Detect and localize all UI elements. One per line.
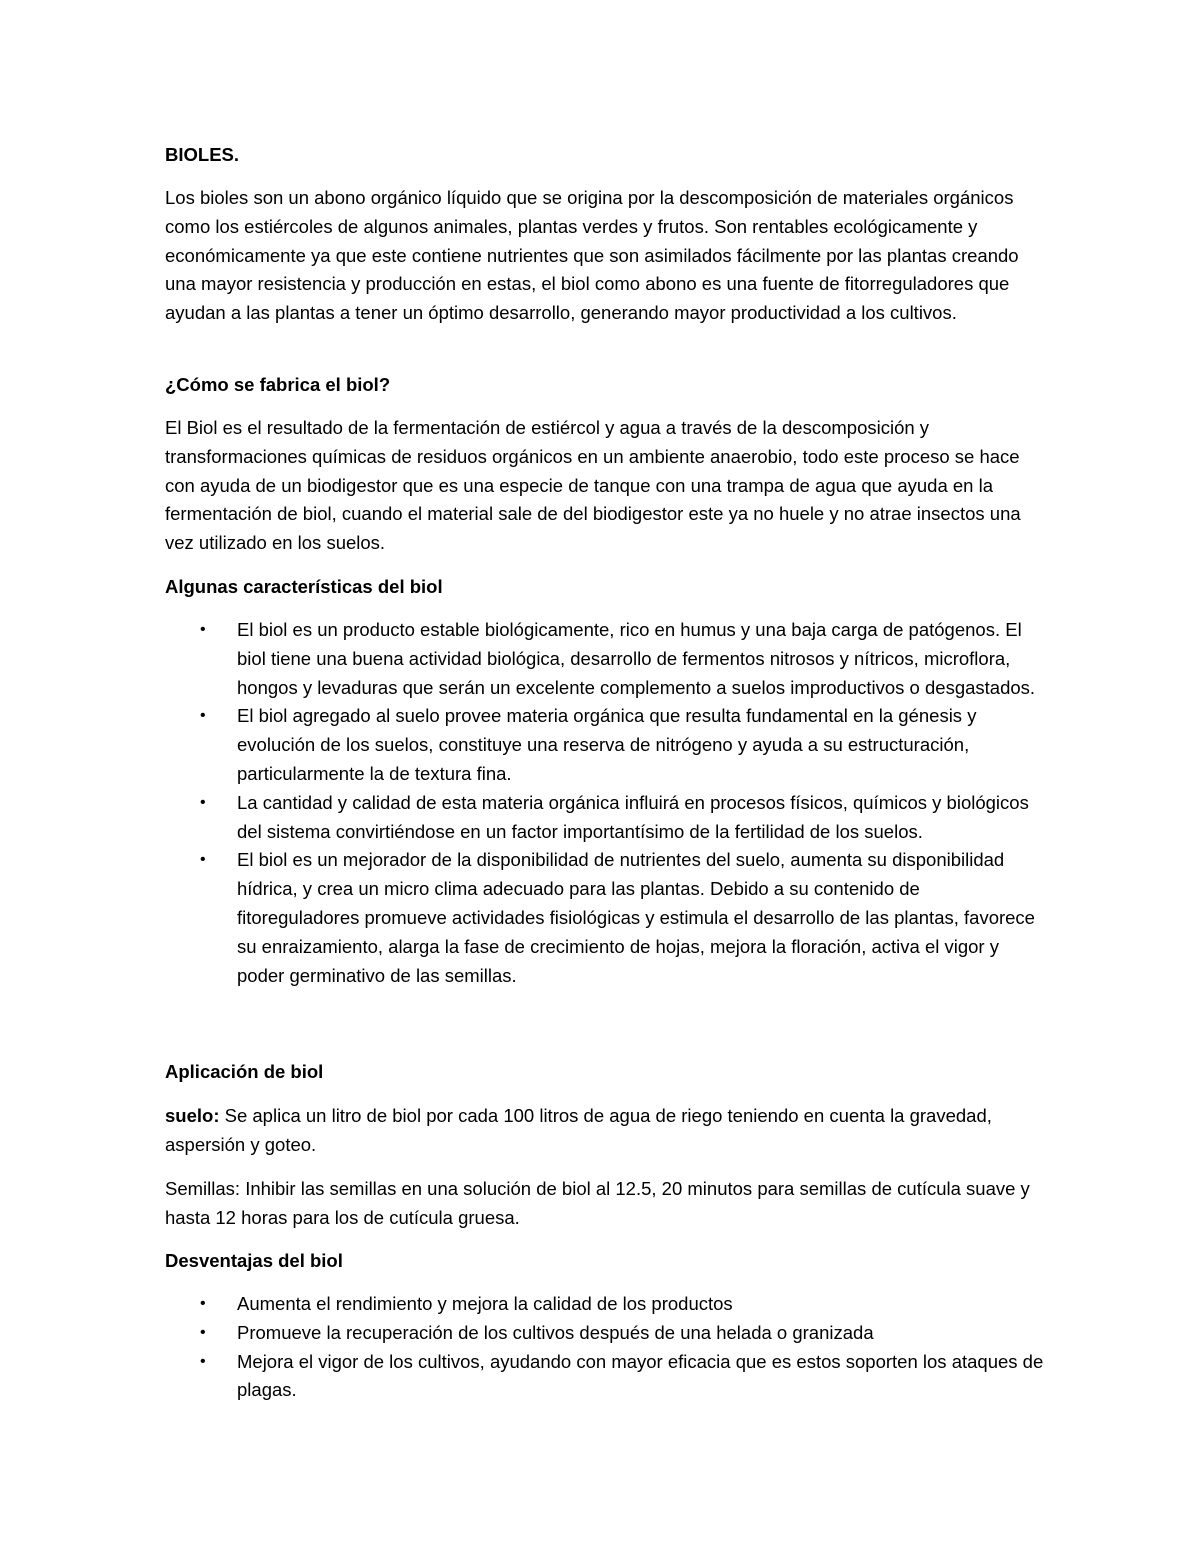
list-item-text: Mejora el vigor de los cultivos, ayudando con mayor eficacia que es estos soporten los ataques de plagas. <box>237 1350 1044 1401</box>
document-title: BIOLES. <box>165 144 240 165</box>
list-item <box>165 1319 1045 1348</box>
list-item-text: El biol es un mejorador de la disponibilidad de nutrientes del suelo, aumenta su disponibilidad hídrica, y crea un micro clima adecuado para las plantas. Debido a su contenido de fitoreguladores promueve actividades fisiológicas y estimula el desarrollo de las plantas, favorece su enraizamiento, alarga la fase de crecimiento de hojas, mejora la floración, activa el vigor y poder germinativo de las semillas. <box>237 849 1035 986</box>
section-heading-fabrication: ¿Cómo se fabrica el biol? <box>165 374 391 395</box>
list-item <box>165 1290 1045 1319</box>
section-heading-application: Aplicación de biol <box>165 1061 324 1082</box>
list-item <box>165 702 1045 788</box>
bullet-icon: • <box>200 1295 206 1312</box>
list-item <box>165 616 1045 702</box>
disadvantages-list <box>165 1290 1045 1405</box>
suelo-text: Se aplica un litro de biol por cada 100 litros de agua de riego teniendo en cuenta la gravedad, aspersión y goteo. <box>165 1105 992 1155</box>
list-item-text: La cantidad y calidad de esta materia orgánica influirá en procesos físicos, químicos y biológicos del sistema convirtiéndose en un factor importantísimo de la fertilidad de los suelos. <box>237 791 1029 842</box>
list-item-text: Promueve la recuperación de los cultivos después de una helada o granizada <box>237 1321 874 1343</box>
bullet-icon: • <box>200 1323 206 1341</box>
section-heading-disadvantages: Desventajas del biol <box>165 1250 343 1271</box>
bullet-icon: • <box>200 851 206 869</box>
bullet-icon: • <box>200 621 206 638</box>
bullet-icon: • <box>200 707 206 725</box>
list-item <box>165 789 1045 847</box>
fabrication-paragraph: El Biol es el resultado de la fermentación de estiércol y agua a través de la descomposición y transformaciones químicas de residuos orgánicos en un ambiente anaerobio, todo este proceso se hace con ayuda de un biodigestor que es una especie de tanque con una trampa de agua que ayuda en la fermentación de biol, cuando el material sale de del biodigestor este ya no huele y no atrae insectos una vez utilizado en los suelos. <box>165 417 1021 554</box>
list-item <box>165 1348 1045 1406</box>
bullet-icon: • <box>200 793 206 811</box>
suelo-label: suelo: <box>165 1105 220 1126</box>
list-item-text: El biol es un producto estable biológicamente, rico en humus y una baja carga de patógenos. El biol tiene una buena actividad biológica, desarrollo de fermentos nitrosos y nítricos, microflora, hongos y levaduras que serán un excelente complemento a suelos improductivos o desgastados. <box>237 619 1036 698</box>
suelo-paragraph <box>165 1102 1045 1160</box>
list-item-text: El biol agregado al suelo provee materia orgánica que resulta fundamental en la génesis y evolución de los suelos, constituye una reserva de nitrógeno y ayuda a su estructuración, particularmente la de textura fina. <box>237 705 977 784</box>
section-heading-characteristics: Algunas características del biol <box>165 576 443 597</box>
list-item-text: Aumenta el rendimiento y mejora la calidad de los productos <box>237 1293 733 1314</box>
bullet-icon: • <box>200 1352 206 1370</box>
intro-paragraph: Los bioles son un abono orgánico líquido que se origina por la descomposición de materiales orgánicos como los estiércoles de algunos animales, plantas verdes y frutos. Son rentables ecológicamente y económicamente ya que este contiene nutrientes que son asimilados fácilmente por las plantas creando una mayor resistencia y producción en estas, el biol como abono es una fuente de fitorreguladores que ayudan a las plantas a tener un óptimo desarrollo, generando mayor productividad a los cultivos. <box>165 187 1019 324</box>
list-item <box>165 846 1045 990</box>
characteristics-list <box>165 616 1045 990</box>
semillas-paragraph: Semillas: Inhibir las semillas en una solución de biol al 12.5, 20 minutos para semillas de cutícula suave y hasta 12 horas para los de cutícula gruesa. <box>165 1178 1030 1228</box>
